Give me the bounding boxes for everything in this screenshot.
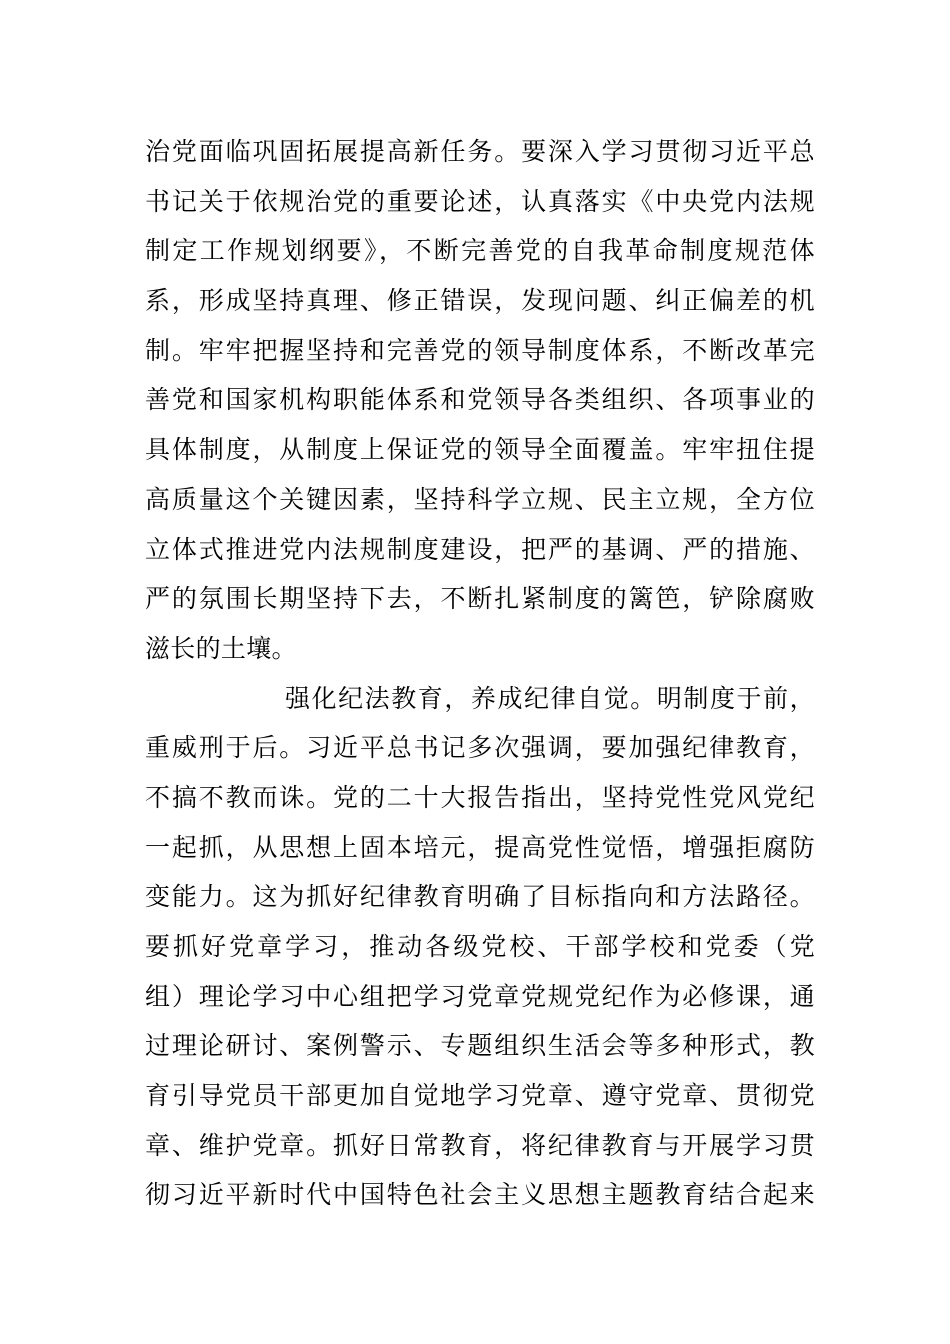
text-line: 重威刑于后。习近平总书记多次强调，要加强纪律教育， bbox=[145, 733, 815, 763]
text-line: 变能力。这为抓好纪律教育明确了目标指向和方法路径。 bbox=[145, 882, 815, 912]
text-line: 不搞不教而诛。党的二十大报告指出，坚持党性党风党纪 bbox=[145, 782, 815, 812]
text-line: 制定工作规划纲要》，不断完善党的自我革命制度规范体 bbox=[145, 236, 815, 266]
text-line: 系，形成坚持真理、修正错误，发现问题、纠正偏差的机 bbox=[145, 286, 815, 316]
text-line: 一起抓，从思想上固本培元，提高党性觉悟，增强拒腐防 bbox=[145, 832, 815, 862]
document-body bbox=[145, 127, 815, 1220]
text-line: 制。牢牢把握坚持和完善党的领导制度体系，不断改革完 bbox=[145, 335, 815, 365]
text-line: 具体制度，从制度上保证党的领导全面覆盖。牢牢扭住提 bbox=[145, 435, 815, 465]
text-line: 严的氛围长期坚持下去，不断扎紧制度的篱笆，铲除腐败 bbox=[145, 584, 815, 614]
text-line: 彻习近平新时代中国特色社会主义思想主题教育结合起来 bbox=[145, 1180, 815, 1210]
text-line: 滋长的土壤。 bbox=[145, 633, 297, 663]
text-line: 育引导党员干部更加自觉地学习党章、遵守党章、贯彻党 bbox=[145, 1081, 815, 1111]
text-line: 过理论研讨、案例警示、专题组织生活会等多种形式，教 bbox=[145, 1031, 815, 1061]
text-line: 治党面临巩固拓展提高新任务。要深入学习贯彻习近平总 bbox=[145, 137, 815, 166]
text-line: 善党和国家机构职能体系和党领导各类组织、各项事业的 bbox=[145, 385, 815, 415]
paragraph-1 bbox=[145, 127, 815, 674]
paragraph-2 bbox=[145, 674, 815, 1221]
text-line: 书记关于依规治党的重要论述，认真落实《中央党内法规 bbox=[145, 186, 815, 216]
text-line: 高质量这个关键因素，坚持科学立规、民主立规，全方位 bbox=[145, 484, 815, 514]
text-line: 强化纪法教育，养成纪律自觉。明制度于前， bbox=[285, 683, 815, 713]
text-line: 组）理论学习中心组把学习党章党规党纪作为必修课，通 bbox=[145, 981, 815, 1011]
text-line: 要抓好党章学习，推动各级党校、干部学校和党委（党 bbox=[145, 932, 815, 961]
text-line: 章、维护党章。抓好日常教育，将纪律教育与开展学习贯 bbox=[145, 1130, 815, 1160]
text-line: 立体式推进党内法规制度建设，把严的基调、严的措施、 bbox=[145, 534, 815, 564]
